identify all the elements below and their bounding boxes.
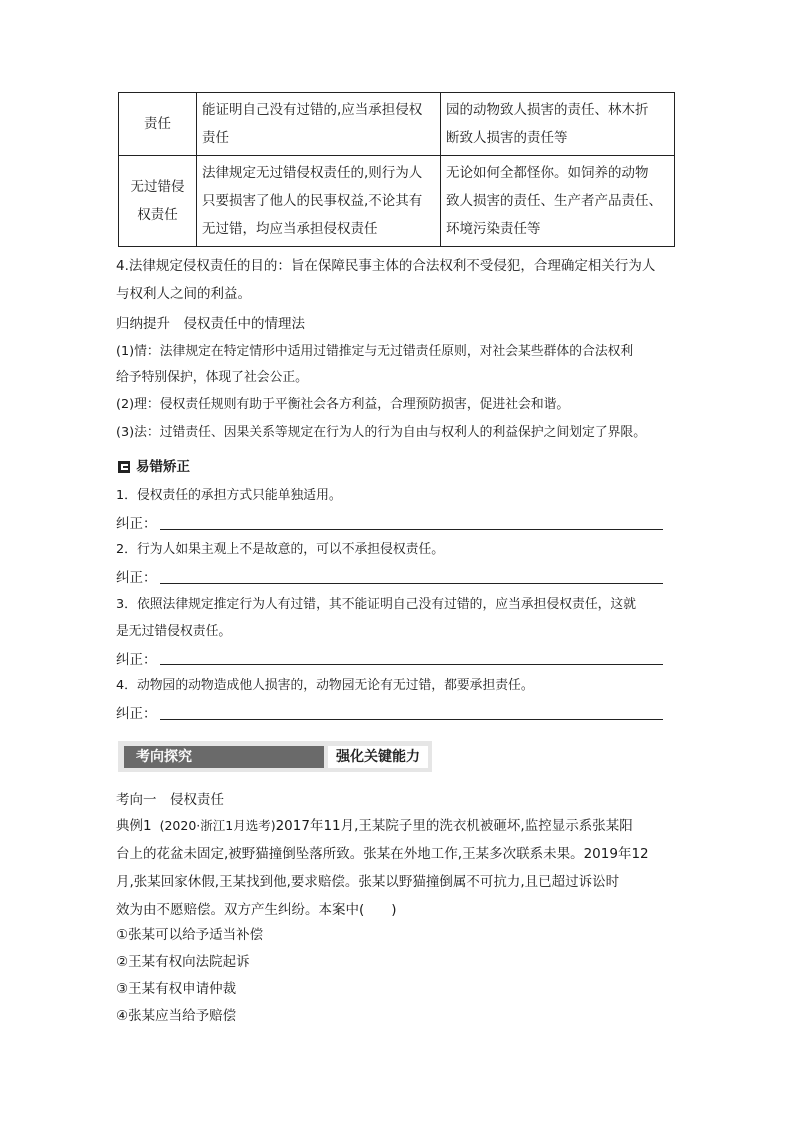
- banner-left: 考向探究: [124, 746, 324, 768]
- liability-type-cell: 无过错侵 权责任: [119, 156, 197, 247]
- summary-item: (2)理：侵权责任规则有助于平衡社会各方利益，合理预防损害，促进社会和谐。: [116, 397, 570, 412]
- liability-desc-cell: 法律规定无过错侵权责任的,则行为人 只要损害了他人的民事权益,不论其有 无过错，均应当承担侵权责任: [197, 156, 441, 247]
- answer-line[interactable]: [160, 664, 663, 665]
- summary-item: 给予特别保护，体现了社会公正。: [116, 370, 308, 385]
- option-3[interactable]: ③王某有权申请仲裁: [116, 981, 237, 997]
- liability-example-cell: 无论如何全都怪你。如饲养的动物 致人损害的责任、生产者产品责任、 环境污染责任等: [441, 156, 675, 247]
- correction-item-3-cont: 是无过错侵权责任。: [116, 624, 232, 639]
- summary-item: (1)情：法律规定在特定情形中适用过错推定与无过错责任原则，对社会某些群体的合法权利: [116, 344, 634, 359]
- topic-heading: 考向一 侵权责任: [116, 792, 224, 808]
- summary-title: 归纳提升 侵权责任中的情理法: [116, 316, 305, 332]
- summary-item: (3)法：过错责任、因果关系等规定在行为人的行为自由与权利人的利益保护之间划定了界限。: [116, 425, 647, 440]
- correction-label: 纠正：: [116, 570, 157, 586]
- example-line-1: [116, 812, 633, 840]
- answer-line[interactable]: [160, 719, 663, 720]
- liability-example-cell: 园的动物致人损害的责任、林木折 断致人损害的责任等: [441, 93, 675, 156]
- correction-item-2: 2．行为人如果主观上不是故意的，可以不承担侵权责任。: [116, 542, 445, 557]
- paragraph-4-line-2: 与权利人之间的利益。: [116, 286, 251, 302]
- table-row: [119, 156, 675, 247]
- liability-table: [118, 92, 675, 247]
- example-text: 2017年11月,王某院子里的洗衣机被砸坏,监控显示系张某阳: [275, 818, 633, 834]
- example-line: 月,张某回家休假,王某找到他,要求赔偿。张某以野猫撞倒属不可抗力,且已超过诉讼时: [116, 874, 620, 890]
- correction-item-4: 4．动物园的动物造成他人损害的，动物园无论有无过错，都要承担责任。: [116, 678, 534, 693]
- option-4[interactable]: ④张某应当给予赔偿: [116, 1008, 237, 1024]
- correction-label: 纠正：: [116, 706, 157, 722]
- correction-label: 纠正：: [116, 652, 157, 668]
- liability-type-cell: 责任: [119, 93, 197, 156]
- example-line: 效为由不愿赔偿。双方产生纠纷。本案中( ): [116, 902, 397, 918]
- option-2[interactable]: ②王某有权向法院起诉: [116, 954, 250, 970]
- section-banner: [118, 741, 432, 772]
- table-row: [119, 93, 675, 156]
- correction-title: 易错矫正: [136, 459, 190, 475]
- liability-desc-cell: 能证明自己没有过错的,应当承担侵权 责任: [197, 93, 441, 156]
- example-line: 台上的花盆未固定,被野猫撞倒坠落所致。张某在外地工作,王某多次联系未果。2019年12: [116, 846, 649, 862]
- banner-right: 强化关键能力: [328, 746, 428, 768]
- correction-item-1: 1．侵权责任的承担方式只能单独适用。: [116, 488, 342, 503]
- example-source: (2020·浙江1月选考): [159, 818, 276, 833]
- correction-label: 纠正：: [116, 516, 157, 532]
- answer-line[interactable]: [160, 529, 663, 530]
- example-label: 典例1: [116, 818, 152, 834]
- paragraph-4-line-1: 4.法律规定侵权责任的目的：旨在保障民事主体的合法权利不受侵犯，合理确定相关行为人: [116, 258, 656, 274]
- option-1[interactable]: ①张某可以给予适当补偿: [116, 927, 264, 943]
- correction-item-3: 3．依照法律规定推定行为人有过错，其不能证明自己没有过错的，应当承担侵权责任，这就: [116, 597, 637, 612]
- section-marker-icon: [118, 461, 130, 473]
- answer-line[interactable]: [160, 583, 663, 584]
